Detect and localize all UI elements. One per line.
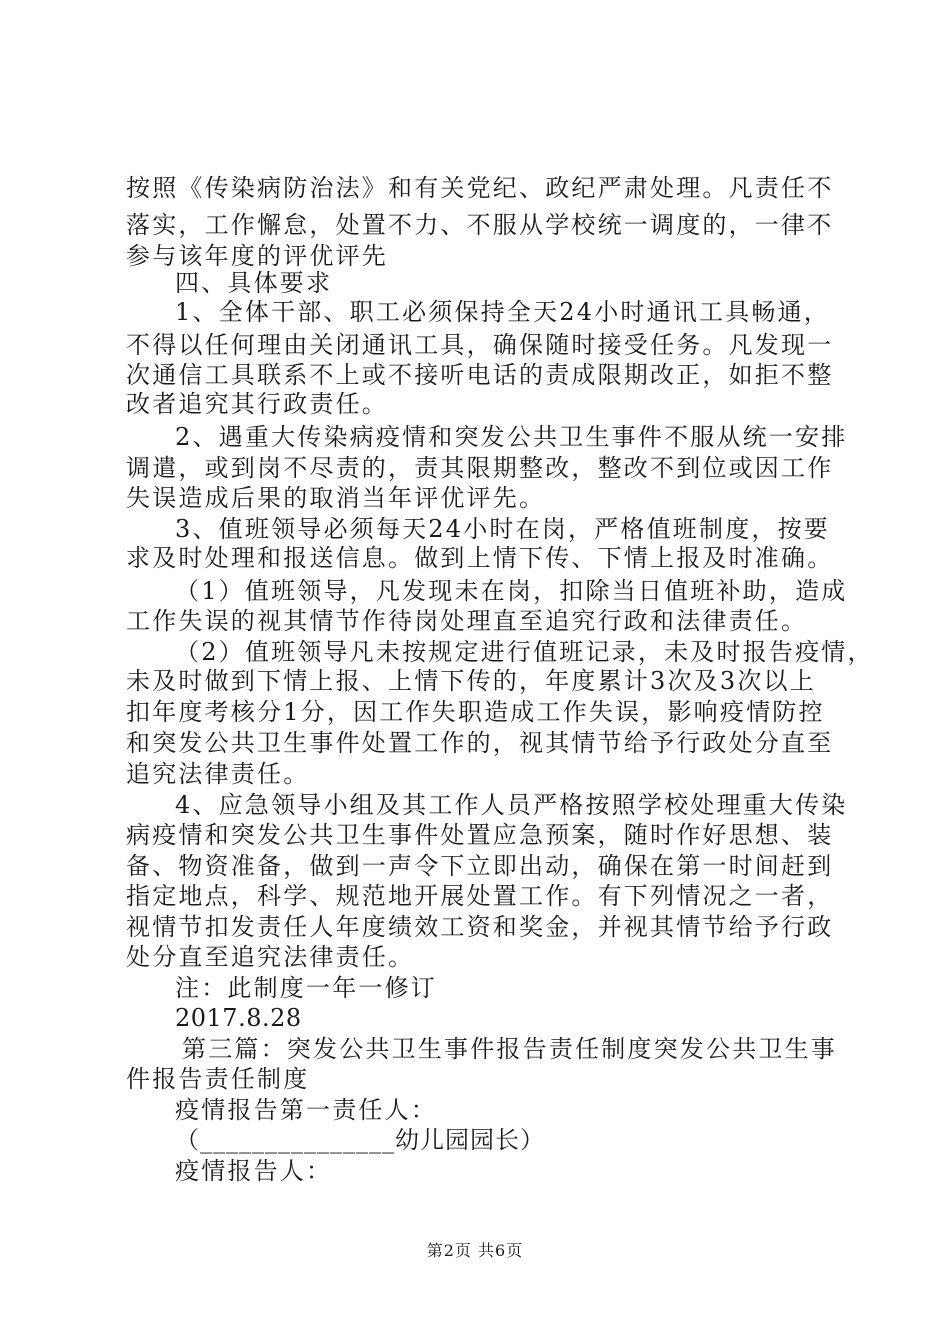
body-text-line: 未及时做到下情上报、上情下传的，年度累计3次及3次以上 xyxy=(126,667,816,695)
body-text-line: 参与该年度的评优评先 xyxy=(126,242,388,270)
body-text-line: 4、应急领导小组及其工作人员严格按照学校处理重大传染 xyxy=(175,791,848,819)
body-text-line: 备、物资准备，做到一声令下立即出动，确保在第一时间赶到 xyxy=(126,852,834,880)
section-heading: 四、具体要求 xyxy=(175,269,333,297)
blank-fill-line: （_______________幼儿园园长） xyxy=(175,1126,545,1154)
body-text-line: 求及时处理和报送信息。做到上情下传、下情上报及时准确。 xyxy=(126,544,834,572)
body-text-line: 视情节扣发责任人年度绩效工资和奖金，并视其情节给予行政 xyxy=(126,913,834,941)
body-text-line: 工作失误的视其情节作待岗处理直至追究行政和法律责任。 xyxy=(126,607,808,635)
body-text-line: 落实，工作懈怠，处置不力、不服从学校统一调度的，一律不 xyxy=(126,211,834,239)
body-text-line: （2）值班领导凡未按规定进行值班记录，未及时报告疫情， xyxy=(175,638,874,666)
body-text-line: 疫情报告第一责任人： xyxy=(175,1096,437,1124)
body-text-line: 改者追究其行政责任。 xyxy=(126,390,388,418)
body-text-line: 失误造成后果的取消当年评优评先。 xyxy=(126,484,546,512)
chapter-title-line: 第三篇：突发公共卫生事件报告责任制度突发公共卫生事 xyxy=(182,1035,837,1063)
body-text-line: 和突发公共卫生事件处置工作的，视其情节给予行政处分直至 xyxy=(126,729,834,757)
body-text-line: 不得以任何理由关闭通讯工具，确保随时接受任务。凡发现一 xyxy=(126,331,834,359)
note-line: 注：此制度一年一修订 xyxy=(175,974,437,1002)
body-text-line: 追究法律责任。 xyxy=(126,760,310,788)
body-text-line: 指定地点，科学、规范地开展处置工作。有下列情况之一者， xyxy=(126,882,834,910)
body-text-line: 调遣，或到岗不尽责的，责其限期整改，整改不到位或因工作 xyxy=(126,454,834,482)
body-text-line: 处分直至追究法律责任。 xyxy=(126,943,415,971)
date-line: 2017.8.28 xyxy=(175,1004,302,1032)
body-text-line: 病疫情和突发公共卫生事件处置应急预案，随时作好思想、装 xyxy=(126,821,834,849)
body-text-line: 扣年度考核分1分，因工作失职造成工作失误，影响疫情防控 xyxy=(126,698,825,726)
chapter-title-line: 件报告责任制度 xyxy=(126,1065,310,1093)
body-text-line: 按照《传染病防治法》和有关党纪、政纪严肃处理。凡责任不 xyxy=(126,174,834,202)
body-text-line: 3、值班领导必须每天24小时在岗，严格值班制度，按要 xyxy=(175,515,831,543)
body-text-line: 次通信工具联系不上或不接听电话的责成限期改正，如拒不整 xyxy=(126,361,834,389)
body-text-line: 1、全体干部、职工必须保持全天24小时通讯工具畅通， xyxy=(175,298,831,326)
page-number-footer: 第2页 共6页 xyxy=(426,1241,524,1260)
body-text-line: （1）值班领导，凡发现未在岗，扣除当日值班补助，造成 xyxy=(175,577,848,605)
body-text-line: 疫情报告人： xyxy=(175,1157,333,1185)
body-text-line: 2、遇重大传染病疫情和突发公共卫生事件不服从统一安排 xyxy=(175,423,848,451)
